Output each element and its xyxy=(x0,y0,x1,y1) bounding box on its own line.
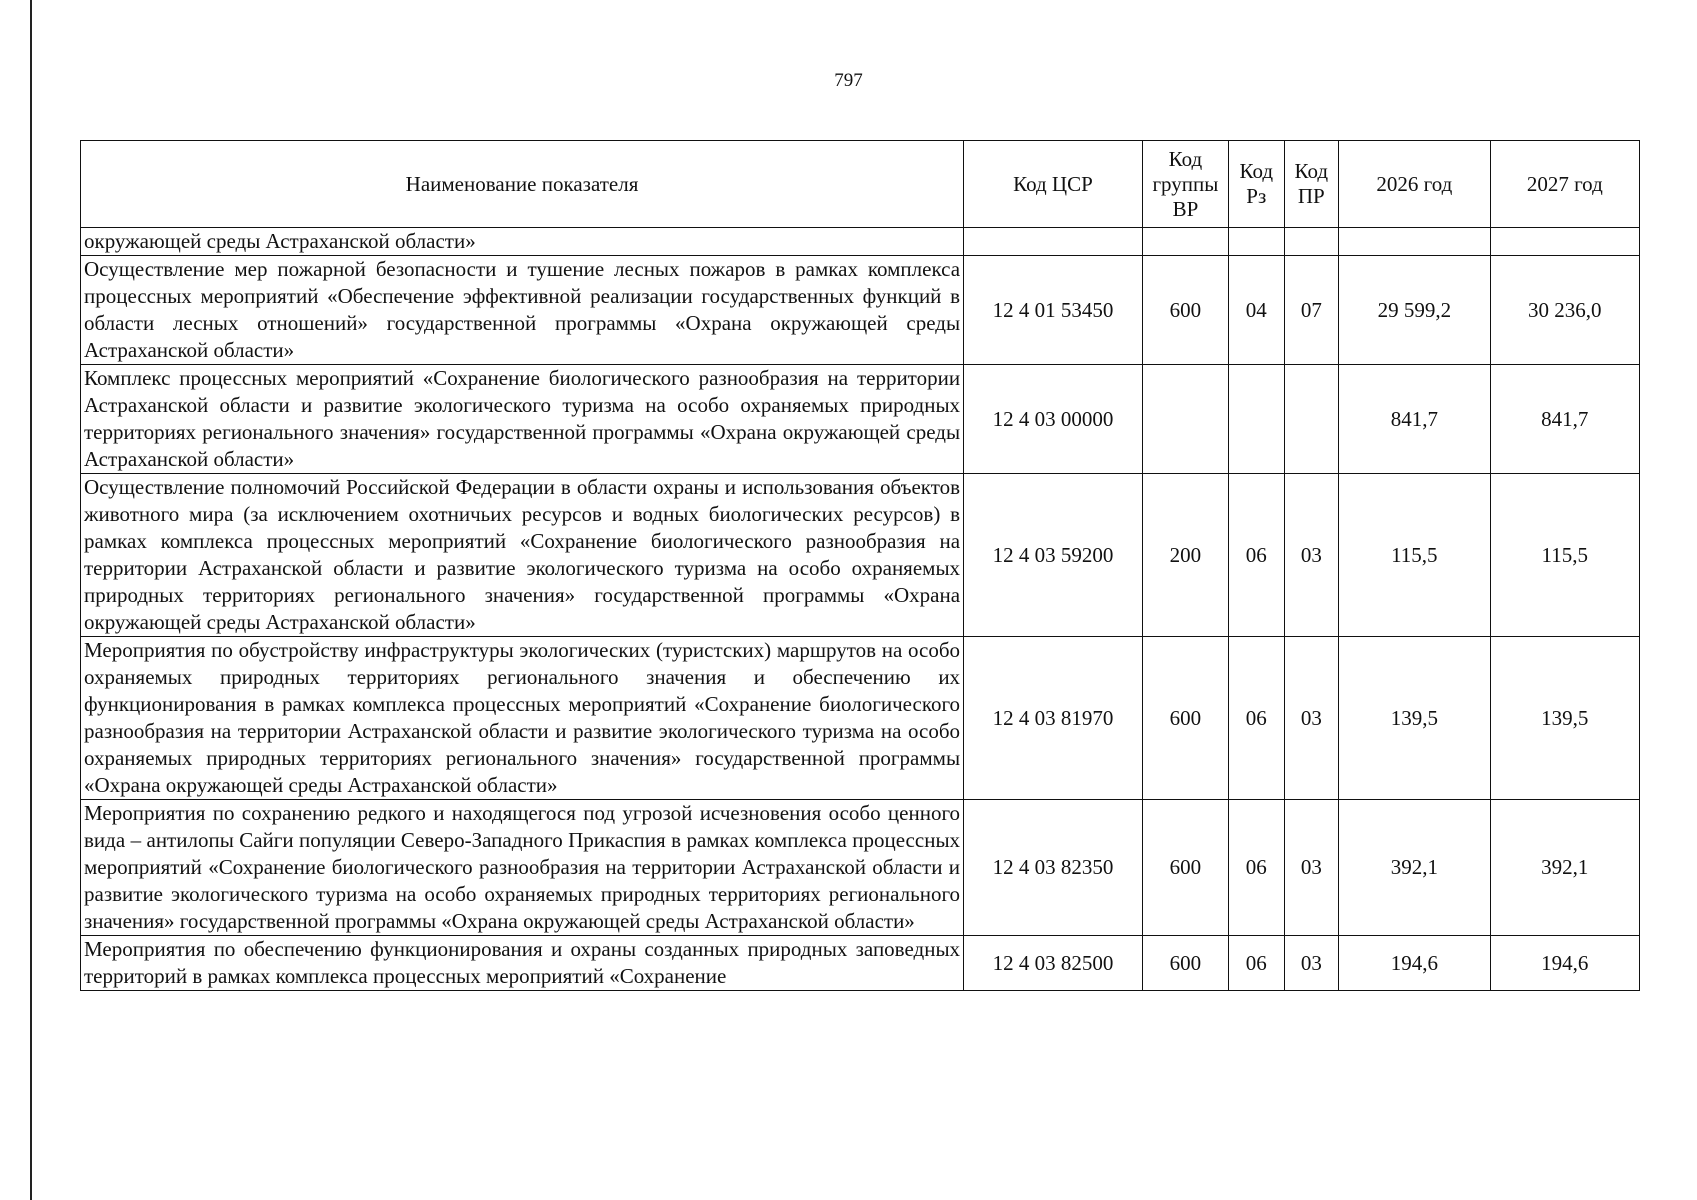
row-amount-2026: 29 599,2 xyxy=(1339,256,1491,365)
row-csr-code: 12 4 03 82500 xyxy=(964,936,1143,991)
table-row xyxy=(81,256,1640,365)
row-amount-2026: 392,1 xyxy=(1339,800,1491,936)
row-pr-code: 03 xyxy=(1284,474,1339,637)
table-row xyxy=(81,800,1640,936)
row-name: Мероприятия по обустройству инфраструктуры экологических (туристских) маршрутов на особо охраняемых природных территориях регионального значения и обеспечению их функционирования в рамках комплекса процессных мероприятий «Сохранение биологического разнообразия на территории Астраханской области и развитие экологического туризма на особо охраняемых природных территориях регионального значения» государственной программы «Охрана окружающей среды Астраханской области» xyxy=(81,637,964,800)
row-vr-code xyxy=(1142,365,1228,474)
table-row xyxy=(81,474,1640,637)
row-rz-code: 06 xyxy=(1228,474,1284,637)
row-amount-2026 xyxy=(1339,228,1491,256)
row-amount-2026: 115,5 xyxy=(1339,474,1491,637)
row-rz-code xyxy=(1228,365,1284,474)
row-amount-2026: 139,5 xyxy=(1339,637,1491,800)
row-name: окружающей среды Астраханской области» xyxy=(81,228,964,256)
header-vr-code: Код группы ВР xyxy=(1142,141,1228,228)
row-csr-code: 12 4 01 53450 xyxy=(964,256,1143,365)
table-row xyxy=(81,936,1640,991)
row-amount-2027 xyxy=(1490,228,1639,256)
row-name: Мероприятия по сохранению редкого и находящегося под угрозой исчезновения особо ценного вида – антилопы Сайги популяции Северо-Западного Прикаспия в рамках комплекса процессных мероприятий «Сохранение биологического разнообразия на территории Астраханской области и развитие экологического туризма на особо охраняемых природных территориях регионального значения» государственной программы «Охрана окружающей среды Астраханской области» xyxy=(81,800,964,936)
row-name: Комплекс процессных мероприятий «Сохранение биологического разнообразия на территории Астраханской области и развитие экологического туризма на особо охраняемых природных территориях регионального значения» государственной программы «Охрана окружающей среды Астраханской области» xyxy=(81,365,964,474)
row-pr-code: 03 xyxy=(1284,637,1339,800)
row-csr-code: 12 4 03 00000 xyxy=(964,365,1143,474)
header-rz-code: Код Рз xyxy=(1228,141,1284,228)
row-csr-code: 12 4 03 82350 xyxy=(964,800,1143,936)
page-binding-line xyxy=(30,0,32,1200)
row-rz-code: 06 xyxy=(1228,936,1284,991)
row-vr-code: 600 xyxy=(1142,637,1228,800)
header-pr-code: Код ПР xyxy=(1284,141,1339,228)
row-pr-code: 03 xyxy=(1284,936,1339,991)
budget-table xyxy=(80,140,1640,991)
row-vr-code xyxy=(1142,228,1228,256)
row-amount-2026: 841,7 xyxy=(1339,365,1491,474)
row-csr-code: 12 4 03 59200 xyxy=(964,474,1143,637)
row-rz-code xyxy=(1228,228,1284,256)
row-amount-2026: 194,6 xyxy=(1339,936,1491,991)
row-csr-code xyxy=(964,228,1143,256)
row-rz-code: 04 xyxy=(1228,256,1284,365)
row-name: Осуществление мер пожарной безопасности и тушение лесных пожаров в рамках комплекса процессных мероприятий «Обеспечение эффективной реализации государственных функций в области лесных отношений» государственной программы «Охрана окружающей среды Астраханской области» xyxy=(81,256,964,365)
row-csr-code: 12 4 03 81970 xyxy=(964,637,1143,800)
page-number: 797 xyxy=(834,70,863,91)
row-vr-code: 600 xyxy=(1142,256,1228,365)
header-name: Наименование показателя xyxy=(81,141,964,228)
row-amount-2027: 392,1 xyxy=(1490,800,1639,936)
row-pr-code xyxy=(1284,228,1339,256)
row-amount-2027: 194,6 xyxy=(1490,936,1639,991)
row-amount-2027: 115,5 xyxy=(1490,474,1639,637)
header-csr-code: Код ЦСР xyxy=(964,141,1143,228)
row-pr-code: 03 xyxy=(1284,800,1339,936)
row-amount-2027: 841,7 xyxy=(1490,365,1639,474)
row-amount-2027: 139,5 xyxy=(1490,637,1639,800)
row-rz-code: 06 xyxy=(1228,800,1284,936)
row-pr-code: 07 xyxy=(1284,256,1339,365)
table-row xyxy=(81,228,1640,256)
row-name: Мероприятия по обеспечению функционирования и охраны созданных природных заповедных территорий в рамках комплекса процессных мероприятий «Сохранение xyxy=(81,936,964,991)
row-vr-code: 600 xyxy=(1142,936,1228,991)
row-pr-code xyxy=(1284,365,1339,474)
header-year-2027: 2027 год xyxy=(1490,141,1639,228)
row-name: Осуществление полномочий Российской Федерации в области охраны и использования объектов животного мира (за исключением охотничьих ресурсов и водных биологических ресурсов) в рамках комплекса процессных мероприятий «Сохранение биологического разнообразия на территории Астраханской области и развитие экологического туризма на особо охраняемых природных территориях регионального значения» государственной программы «Охрана окружающей среды Астраханской области» xyxy=(81,474,964,637)
row-vr-code: 200 xyxy=(1142,474,1228,637)
table-row xyxy=(81,637,1640,800)
row-amount-2027: 30 236,0 xyxy=(1490,256,1639,365)
row-vr-code: 600 xyxy=(1142,800,1228,936)
header-year-2026: 2026 год xyxy=(1339,141,1491,228)
row-rz-code: 06 xyxy=(1228,637,1284,800)
table-header-row xyxy=(81,141,1640,228)
table-row xyxy=(81,365,1640,474)
